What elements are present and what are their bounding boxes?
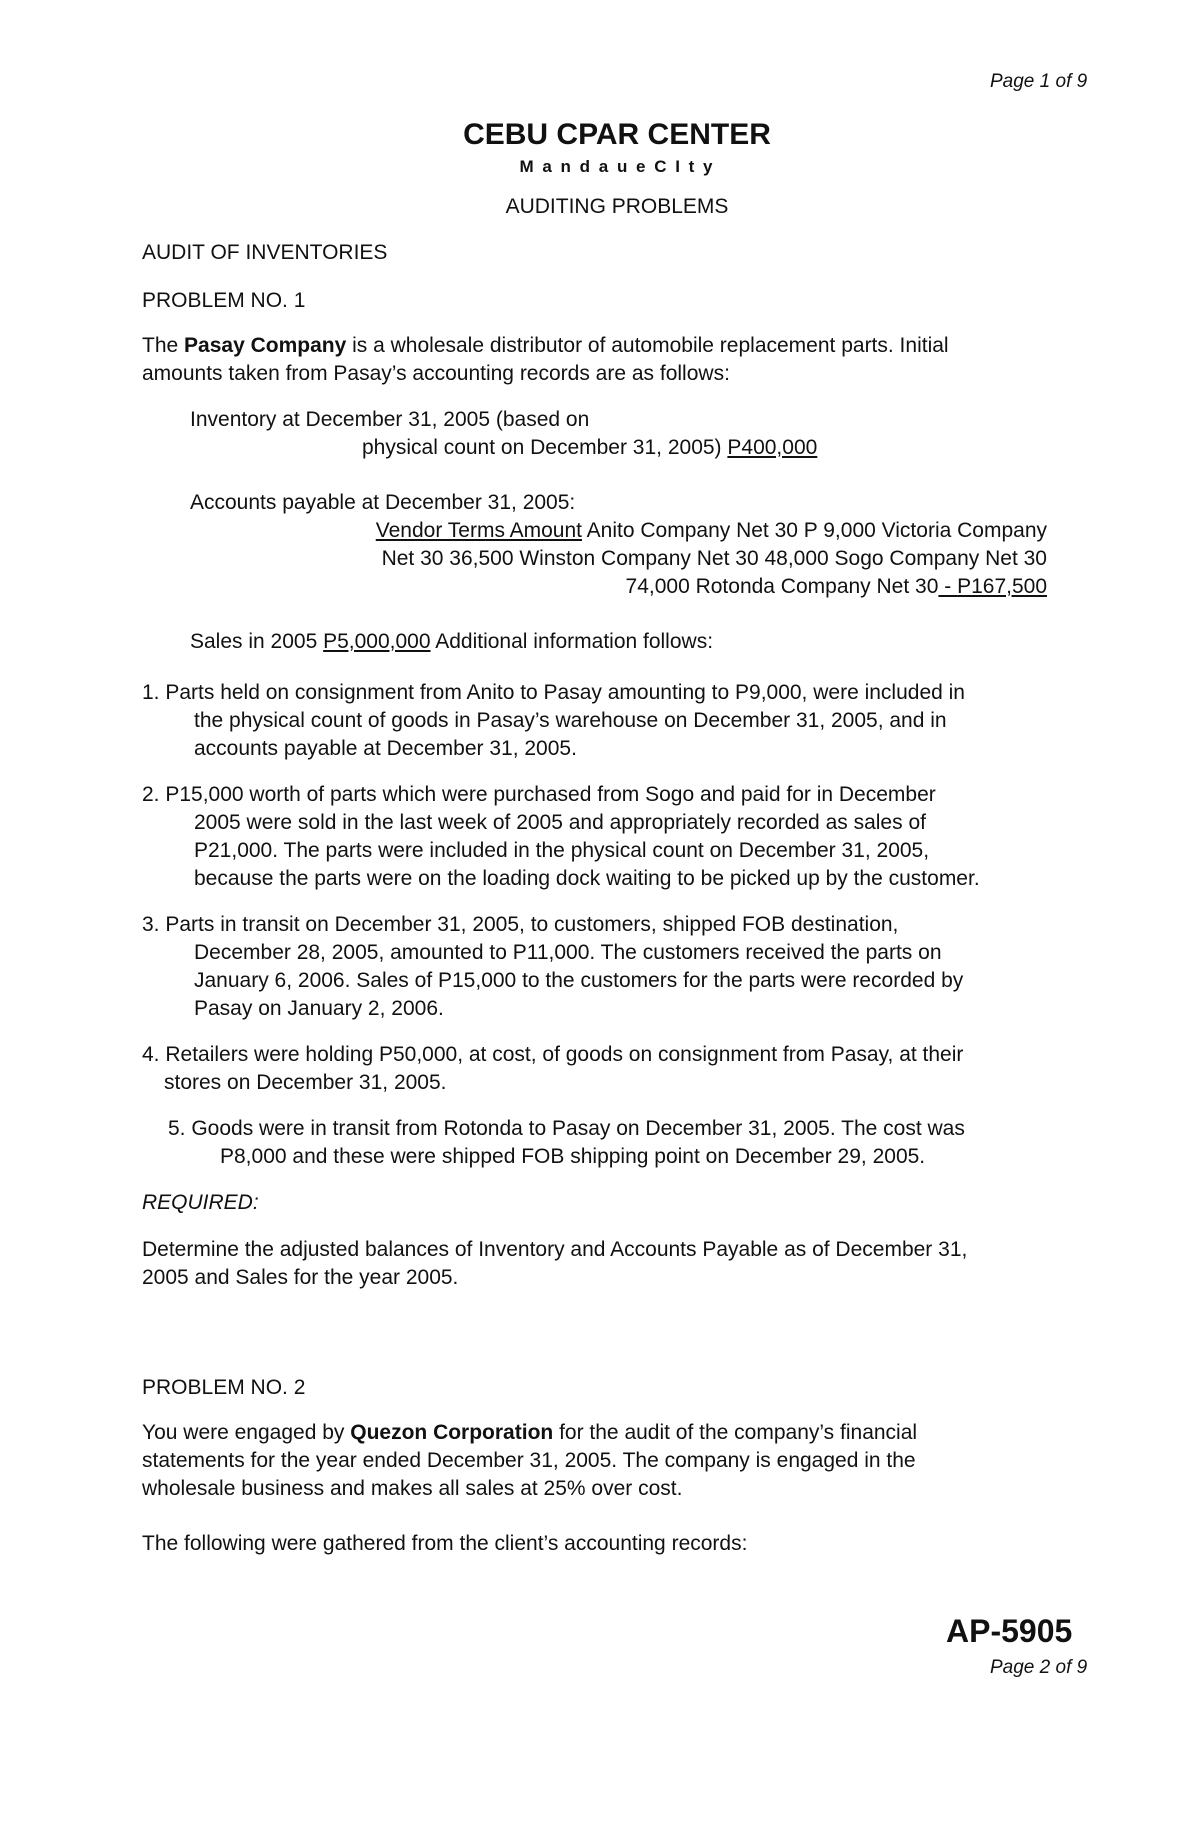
ap-total: P167,500 bbox=[957, 575, 1047, 598]
sales-amount: P5,000,000 bbox=[323, 630, 431, 653]
org-city: M a n d a u e C I t y bbox=[519, 157, 715, 176]
problem2-intro-line3: wholesale business and makes all sales at 25% over cost. bbox=[142, 1477, 683, 1500]
problem1-heading: PROBLEM NO. 1 bbox=[142, 289, 306, 312]
item1-line1: 1. Parts held on consignment from Anito to Pasay amounting to P9,000, were included in bbox=[142, 681, 965, 704]
required-label: REQUIRED: bbox=[142, 1191, 259, 1214]
ap-line2: Net 30 36,500 Winston Company Net 30 48,000 Sogo Company Net 30 bbox=[381, 547, 1047, 570]
problem1-intro-line2: amounts taken from Pasay’s accounting records are as follows: bbox=[142, 362, 730, 385]
item3-line4: Pasay on January 2, 2006. bbox=[194, 997, 444, 1020]
ap-heading: Accounts payable at December 31, 2005: bbox=[190, 491, 576, 514]
page-number-top: Page 1 of 9 bbox=[990, 71, 1088, 92]
ap-line1: Vendor Terms Amount Anito Company Net 30 P 9,000 Victoria Company bbox=[375, 519, 1047, 542]
problem1-intro-line1: The Pasay Company is a wholesale distributor of automobile replacement parts. Initial bbox=[142, 334, 949, 357]
inventory-amount: P400,000 bbox=[727, 436, 818, 459]
item5-line2: P8,000 and these were shipped FOB shipping point on December 29, 2005. bbox=[220, 1145, 926, 1168]
item2-line4: because the parts were on the loading dock waiting to be picked up by the customer. bbox=[194, 867, 980, 890]
required-line1: Determine the adjusted balances of Inventory and Accounts Payable as of December 31, bbox=[142, 1238, 968, 1261]
topic-title: AUDIT OF INVENTORIES bbox=[142, 241, 388, 264]
item2-line2: 2005 were sold in the last week of 2005 and appropriately recorded as sales of bbox=[194, 811, 926, 834]
item4-line1: 4. Retailers were holding P50,000, at cost, of goods on consignment from Pasay, at their bbox=[142, 1043, 964, 1066]
item3-line3: January 6, 2006. Sales of P15,000 to the customers for the parts were recorded by bbox=[194, 969, 964, 992]
item3-line1: 3. Parts in transit on December 31, 2005, to customers, shipped FOB destination, bbox=[142, 913, 899, 936]
item1-line3: accounts payable at December 31, 2005. bbox=[194, 737, 577, 760]
problem2-heading: PROBLEM NO. 2 bbox=[142, 1376, 306, 1399]
sales-line: Sales in 2005 P5,000,000 Additional information follows: bbox=[190, 630, 714, 653]
document-code: AP-5905 bbox=[946, 1613, 1073, 1649]
page-number-bottom: Page 2 of 9 bbox=[990, 1657, 1088, 1678]
inventory-line1: Inventory at December 31, 2005 (based on bbox=[190, 408, 590, 431]
problem2-intro-line2: statements for the year ended December 31, 2005. The company is engaged in the bbox=[142, 1449, 916, 1472]
item4-line2: stores on December 31, 2005. bbox=[164, 1071, 447, 1094]
company-name-pasay: Pasay Company bbox=[184, 334, 347, 357]
problem2-intro-line1: You were engaged by Quezon Corporation for the audit of the company’s financial bbox=[142, 1421, 918, 1444]
ap-column-headers: Vendor Terms Amount bbox=[375, 519, 582, 542]
problem2-gathered: The following were gathered from the client’s accounting records: bbox=[142, 1532, 748, 1555]
required-line2: 2005 and Sales for the year 2005. bbox=[142, 1266, 459, 1289]
inventory-line2: physical count on December 31, 2005) P400,000 bbox=[362, 436, 818, 459]
company-name-quezon: Quezon Corporation bbox=[350, 1421, 554, 1444]
org-title: CEBU CPAR CENTER bbox=[463, 118, 771, 151]
item3-line2: December 28, 2005, amounted to P11,000. The customers received the parts on bbox=[194, 941, 942, 964]
item5-line1: 5. Goods were in transit from Rotonda to Pasay on December 31, 2005. The cost was bbox=[168, 1117, 965, 1140]
ap-line3: 74,000 Rotonda Company Net 30 - P167,500 bbox=[625, 575, 1047, 598]
item1-line2: the physical count of goods in Pasay’s warehouse on December 31, 2005, and in bbox=[194, 709, 947, 732]
item2-line3: P21,000. The parts were included in the physical count on December 31, 2005, bbox=[194, 839, 930, 862]
item2-line1: 2. P15,000 worth of parts which were purchased from Sogo and paid for in December bbox=[142, 783, 936, 806]
subject-title: AUDITING PROBLEMS bbox=[505, 195, 729, 218]
